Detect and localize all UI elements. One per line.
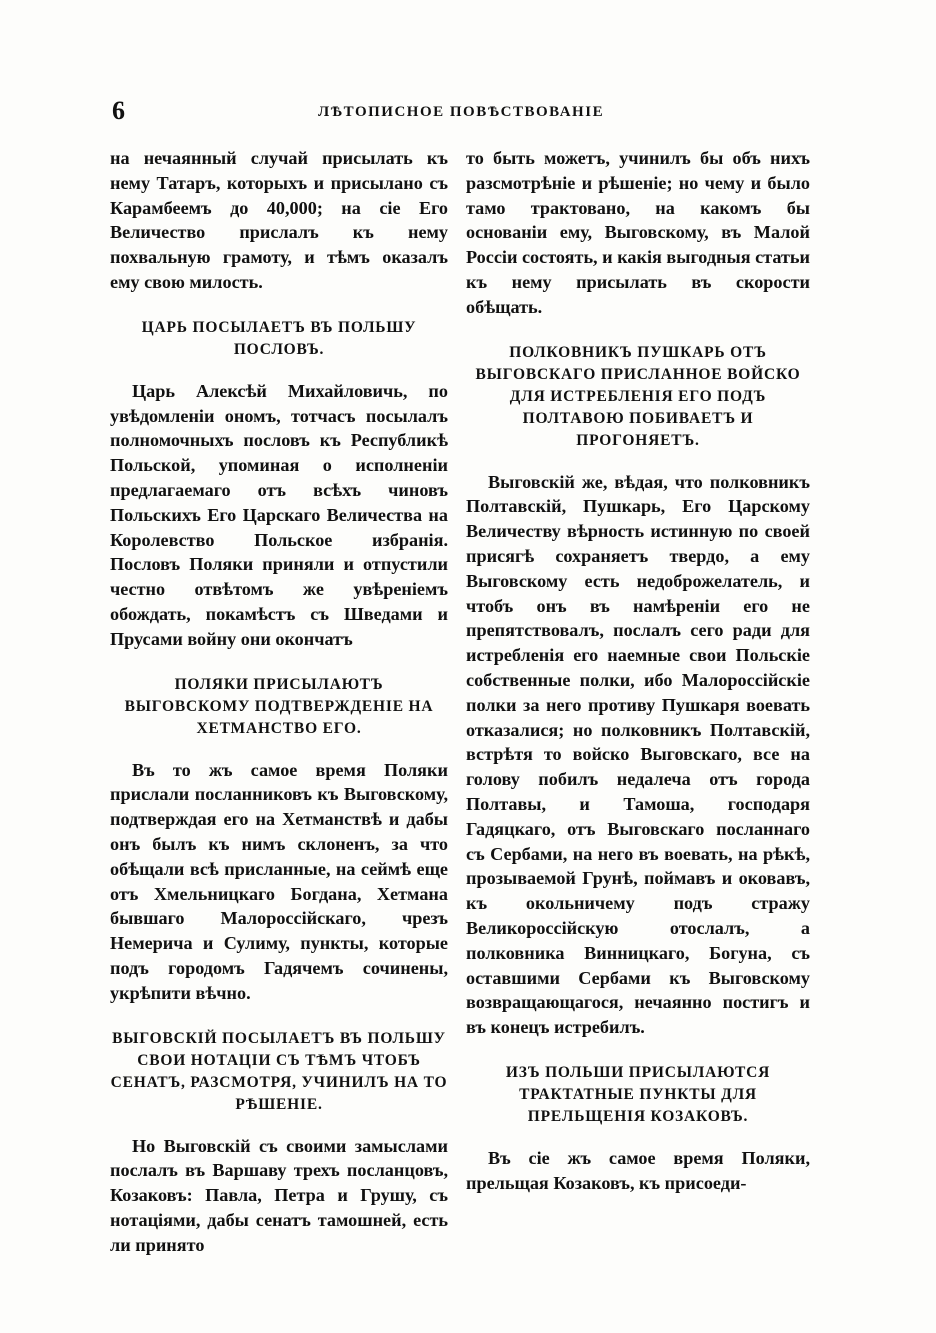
paragraph: Царь Алексѣй Михайловичь, по увѣдомленіи ономъ, тотчасъ посылалъ полномочныхъ пословъ къ Республикѣ Польской, упоминая о исполненіи предлагаемаго отъ всѣхъ чиновъ Польскихъ Его Царскаго Величества на Королевство Польское избранія. Пословъ Поляки приняли и отпустили честно отвѣтомъ же увѣреніемъ обождать, покамѣстъ съ Шведами и Прусами войну они окончатъ (110, 380, 448, 649)
section-heading: ИЗЪ ПОЛЬШИ ПРИСЫЛАЮТСЯ ТРАКТАТНЫЕ ПУНКТЫ ДЛЯ ПРЕЛЬЩЕНІЯ КОЗАКОВЪ. (505, 1063, 771, 1125)
running-title: ЛѢТОПИСНОЕ ПОВѢСТВОВАНІЕ (318, 104, 605, 120)
paragraph: Въ сіе жъ самое время Поляки, прельщая Козаковъ, къ присоеди- (466, 1147, 810, 1193)
section-heading: ВЫГОВСКІЙ ПОСЫЛАЕТЪ ВЪ ПОЛЬШУ СВОИ НОТАЦІИ СЪ ТѢМЪ ЧТОБЪ СЕНАТЪ, РАЗСМОТРЯ, УЧИНИЛЪ НА ТО РѢШЕНІЕ. (110, 1029, 448, 1113)
section-heading: ЦАРЬ ПОСЫЛАЕТЪ ВЪ ПОЛЬШУ ПОСЛОВЪ. (141, 318, 417, 358)
page-number: 6 (112, 96, 125, 125)
paragraph: то быть можетъ, учинилъ бы объ нихъ разсмотрѣніе и рѣшеніе; но чему и было тамо трактовано, на какомъ бы основаніи ему, Выговскому, въ Малой Россіи состоять, и какія выгодныя статьи къ нему присылать въ скорости обѣщать. (466, 148, 810, 317)
left-column (110, 146, 448, 1258)
paragraph: Но Выговскій съ своими замыслами послалъ въ Варшаву трехъ посланцовъ, Козаковъ: Павла, Петра и Грушу, съ нотаціями, дабы сенатъ тамошней, есть ли принято (110, 1135, 448, 1255)
section-heading: ПОЛКОВНИКЪ ПУШКАРЬ ОТЪ ВЫГОВСКАГО ПРИСЛАННОЕ ВОЙСКО ДЛЯ ИСТРЕБЛЕНІЯ ЕГО ПОДЪ ПОЛТАВОЮ ПОБИВАЕТЪ И ПРОГОНЯЕТЪ. (475, 343, 801, 449)
right-column (466, 146, 810, 1196)
paragraph: на нечаянный случай присылать къ нему Татаръ, которыхъ и присылано съ Карамбеемъ до 40,000; на сіе Его Величество прислалъ къ нему похвальную грамоту, и тѣмъ оказалъ ему свою милость. (110, 148, 448, 292)
paragraph: Въ то жъ самое время Поляки прислали посланниковъ къ Выговскому, подтверждая его на Хетманствѣ и дабы онъ былъ къ нимъ склоненъ, за что обѣщали всѣ присланные, на сеймѣ еще отъ Хмельницкаго Богдана, Хетмана бывшаго Малороссійскаго, чрезъ Немерича и Сулиму, пункты, которые подъ городомъ Гадячемъ сочинены, укрѣпити вѣчно. (110, 759, 448, 1003)
section-heading: ПОЛЯКИ ПРИСЫЛАЮТЪ ВЫГОВСКОМУ ПОДТВЕРЖДЕНІЕ НА ХЕТМАНСТВО ЕГО. (124, 675, 434, 737)
paragraph: Выговскій же, вѣдая, что полковникъ Полтавскій, Пушкарь, Его Царскому Величеству вѣрность истинную по своей присягѣ сохраняетъ твердо, а ему Выговскому есть недоброжелатель, и чтобъ онъ въ намѣреніи его не препятствовалъ, послалъ сего ради для истребленія его наемные свои Польскіе собственные полки, ибо Малороссійскіе полки за него противу Пушкаря воевать отказалися; но полковникъ Полтавскій, встрѣтя то войско Выговскаго, все на голову побилъ недалеча отъ города Полтавы, и Тамоша, господаря Гадяцкаго, отъ Выговскаго посланнаго съ Сербами, на него въ воевать, на рѣкѣ, прозываемой Грунѣ, поймавъ и оковавъ, къ окольничему подъ стражу Великороссійскую отослалъ, а полковника Винницкаго, Богуна, съ оставшими Сербами къ Выговскому возвращающагося, нечаянно постигъ и въ конецъ истребилъ. (466, 471, 810, 1038)
